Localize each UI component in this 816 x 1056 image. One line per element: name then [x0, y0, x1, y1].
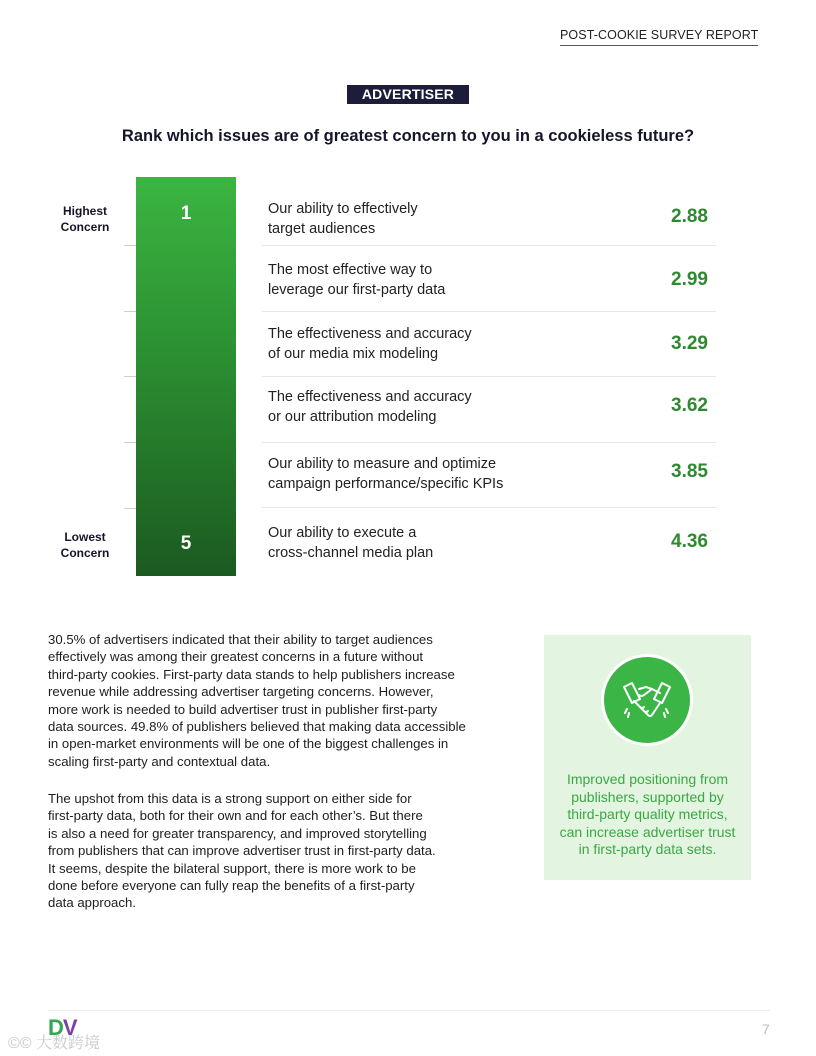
issue-line: target audiences	[268, 220, 376, 237]
body-line: It seems, despite the bilateral support, there is more work to be	[48, 860, 416, 876]
report-title: POST-COOKIE SURVEY REPORT	[560, 28, 758, 46]
logo-letter-d: D	[48, 1015, 63, 1040]
scale-tick	[124, 376, 136, 377]
issue-text	[268, 200, 588, 239]
callout-line: can increase advertiser trust	[559, 823, 736, 840]
issue-text	[268, 325, 588, 364]
callout-text	[554, 771, 741, 859]
callout-line: publishers, supported by	[571, 788, 724, 805]
footer-divider	[48, 1010, 770, 1011]
body-line: effectively was among their greatest concerns in a future without	[48, 649, 424, 665]
issue-line: The effectiveness and accuracy	[268, 326, 472, 342]
scale-tick	[124, 245, 136, 246]
issue-text	[268, 388, 588, 427]
segment-badge: ADVERTISER	[347, 85, 469, 104]
issue-score: 4.36	[671, 531, 708, 552]
body-line: more work is needed to build advertiser trust in publisher first-party	[48, 701, 438, 717]
body-line: 30.5% of advertisers indicated that their ability to target audiences	[48, 632, 433, 647]
body-line: in open-market environments will be one of the biggest challenges in	[48, 736, 449, 752]
insight-callout	[544, 635, 751, 880]
body-line: The upshot from this data is a strong support on either side for	[48, 791, 412, 806]
issue-line: The effectiveness and accuracy	[268, 389, 472, 405]
issue-score: 3.62	[671, 395, 708, 416]
callout-line: third-party quality metrics,	[567, 806, 728, 823]
issue-line: or our attribution modeling	[268, 408, 437, 425]
issue-line: of our media mix modeling	[268, 345, 439, 362]
issue-row	[262, 508, 716, 576]
body-line: third-party cookies. First-party data stands to help publishers increase	[48, 666, 455, 682]
issue-line: leverage our first-party data	[268, 281, 446, 298]
scale-tick	[124, 311, 136, 312]
issue-row	[262, 180, 716, 246]
watermark: ©© 大数跨境	[8, 1035, 101, 1052]
issue-text	[268, 524, 588, 563]
issue-text	[268, 261, 588, 300]
scale-tick	[124, 442, 136, 443]
issue-text	[268, 455, 588, 494]
issue-row	[262, 312, 716, 377]
rank-top-number: 1	[180, 203, 192, 224]
page-number: 7	[762, 1021, 770, 1037]
body-paragraph-1	[48, 631, 518, 770]
issue-score: 2.99	[671, 269, 708, 290]
issue-score: 3.29	[671, 333, 708, 354]
issue-score: 3.85	[671, 461, 708, 482]
handshake-icon	[604, 657, 690, 743]
issue-row	[262, 443, 716, 508]
body-line: is also a need for greater transparency, and improved storytelling	[48, 825, 427, 841]
highest-concern-label: Highest Concern	[60, 204, 110, 234]
body-line: data approach.	[48, 895, 136, 911]
body-line: done before everyone can fully reap the benefits of a first-party	[48, 878, 415, 894]
logo-letter-v: V	[62, 1015, 77, 1040]
issue-line: Our ability to execute a	[268, 525, 417, 541]
issue-line: cross-channel media plan	[268, 544, 434, 561]
body-paragraph-2	[48, 790, 518, 912]
issue-line: campaign performance/specific KPIs	[268, 475, 504, 492]
rank-bottom-number: 5	[180, 533, 192, 554]
body-line: data sources. 49.8% of publishers believed that making data accessible	[48, 719, 466, 735]
issue-line: The most effective way to	[268, 262, 433, 278]
body-line: revenue while addressing advertiser targeting concerns. However,	[48, 684, 434, 700]
issue-line: Our ability to measure and optimize	[268, 456, 497, 472]
issue-score: 2.88	[671, 206, 708, 227]
ranking-gradient-bar	[136, 177, 236, 576]
issue-line: Our ability to effectively	[268, 201, 418, 217]
body-line: scaling first-party and contextual data.	[48, 753, 271, 769]
scale-tick	[124, 508, 136, 509]
callout-line: Improved positioning from	[566, 771, 729, 787]
issue-row	[262, 246, 716, 312]
callout-line: in first-party data sets.	[578, 841, 717, 858]
issue-row	[262, 377, 716, 443]
body-line: first-party data, both for their own and for each other’s. But there	[48, 808, 423, 824]
body-line: from publishers that can improve advertiser trust in first-party data.	[48, 843, 436, 859]
survey-question: Rank which issues are of greatest concern to you in a cookieless future?	[121, 127, 695, 145]
lowest-concern-label: Lowest Concern	[60, 530, 110, 560]
